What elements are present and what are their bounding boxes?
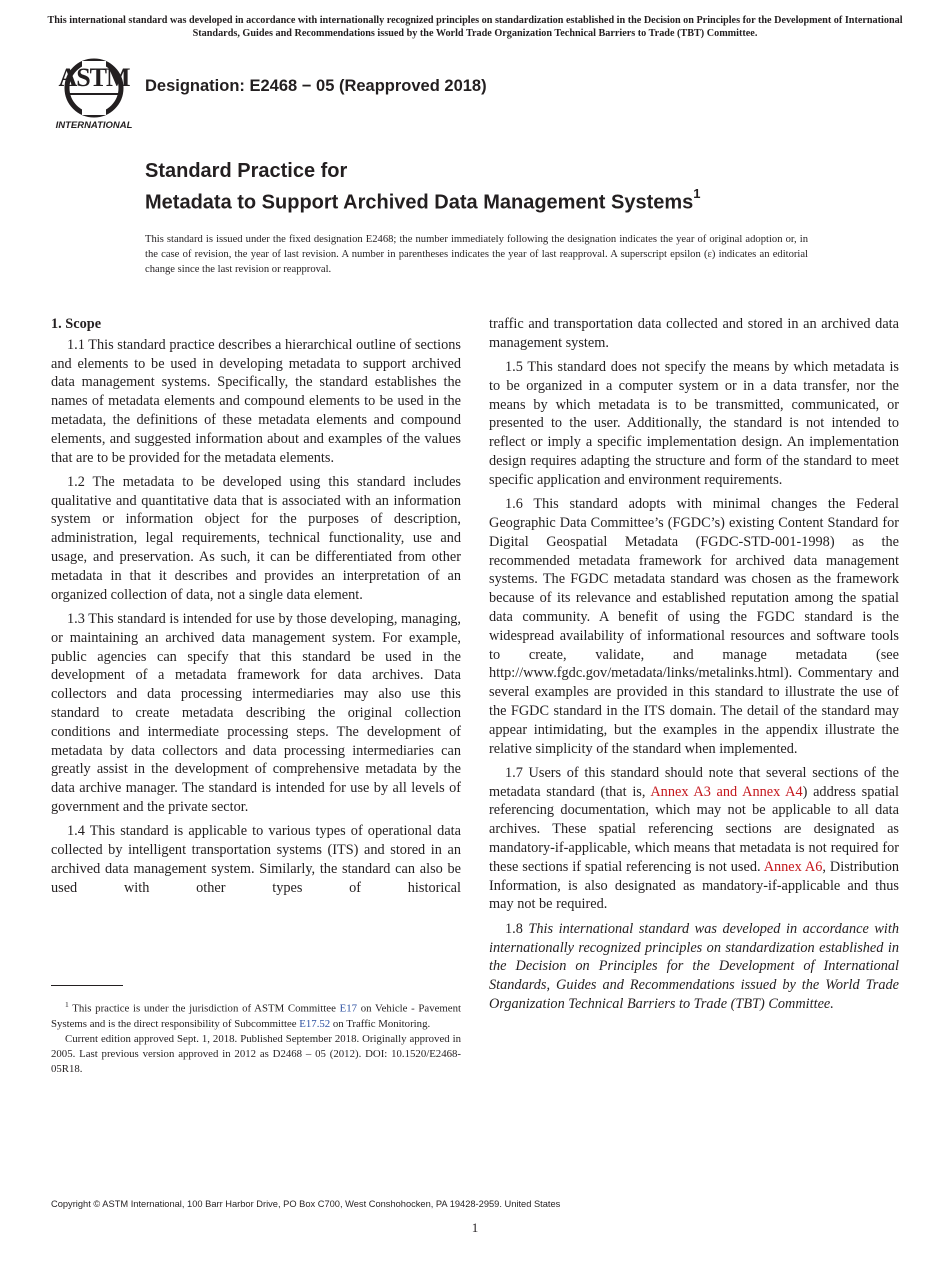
- title-footnote-mark: 1: [693, 186, 701, 201]
- paragraph-1-1: 1.1 This standard practice describes a hierarchical outline of sections and elements to be used in developing metadata to support archived data management systems. Specifically, the standard establishes the names of metadata elements and compound elements to be used in the metadata, the definitions of these metadata elements and compound elements, and suggested information about and examples of the values that are to be provided for the metadata elements.: [51, 336, 461, 466]
- paragraph-1-7-text-a: 1.7 Users of this standard should note that several sections of the metadata standard (that is,: [489, 764, 899, 800]
- paragraph-1-4-end: traffic and transportation data collected and stored in an archived data management system.: [489, 316, 899, 351]
- annex-a3-a4-link[interactable]: Annex A3 and Annex A4: [650, 783, 803, 800]
- footnote-edition: Current edition approved Sept. 1, 2018. Published September 2018. Originally approved in 2005. Last previous version approved in 2012 as D2468 – 05 (2012). DOI: 10.1520/E2468-05R18.: [51, 1032, 461, 1075]
- logo-text-international: INTERNATIONAL: [55, 120, 133, 131]
- title-line-2-text: Metadata to Support Archived Data Management Systems: [145, 191, 694, 214]
- subcommittee-e17-52-link[interactable]: E17.52: [299, 1017, 331, 1030]
- committee-e17-link[interactable]: E17: [339, 1002, 357, 1015]
- designation: Designation: E2468 − 05 (Reapproved 2018): [145, 77, 487, 95]
- section-heading-scope: 1. Scope: [51, 316, 102, 332]
- footnote-1: [51, 997, 461, 1032]
- paragraph-1-6: 1.6 This standard adopts with minimal changes the Federal Geographic Data Committee’s (FGDC’s) existing Content Standard for Digital Geospatial Metadata (FGDC-STD-001-1998) as the recommended metadata framework for archived data management systems. The FGDC metadata standard was chosen as the framework because of its relevance and established reputation among the spatial data community. A benefit of using the FGDC standard is the widespread availability of informational resources and software tools to create, validate, and manage metadata (see http://www.fgdc.gov/metadata/links/metalinks.html). Commentary and several examples are provided in this standard to illustrate the use of the FGDC standard in the ITS domain. The detail of the standard may appear intimidating, but the examples in the appendix illustrate the relative simplicity of the standard when implemented.: [489, 496, 899, 757]
- footnote-divider: [51, 985, 123, 986]
- copyright-notice: Copyright © ASTM International, 100 Barr Harbor Drive, PO Box C700, West Conshohocken, PA 19428-2959. United States: [51, 1199, 561, 1209]
- paragraph-1-7: [489, 764, 899, 914]
- footnotes: [51, 997, 461, 1077]
- paragraph-1-4-start: 1.4 This standard is applicable to various types of operational data collected by intelligent transportation systems (ITS) and stored in an archived data management system. Similarly, the standard can also be used with other types of historical: [51, 823, 461, 896]
- issued-note: This standard is issued under the fixed designation E2468; the number immediately following the designation indicates the year of original adoption or, in the case of revision, the year of last revision. A number in parentheses indicates the year of last reapproval. A superscript epsilon (ε) indicates an editorial change since the last revision or reapproval.: [145, 234, 808, 275]
- document-title: [145, 158, 905, 216]
- right-column: [489, 315, 899, 1019]
- title-line-1: Standard Practice for: [145, 160, 348, 182]
- wto-tbt-notice: This international standard was developed in accordance with internationally recognized principles on standardization established in the Decision on Principles for the Development of International Standards, Guides and Recommendations issued by the World Trade Organization Technical Barriers to Trade (TBT) Committee.: [47, 15, 903, 39]
- footnote-mark: 1: [65, 1000, 69, 1009]
- paragraph-1-7-text-c: , Distribution Information, is also designated as mandatory-if-applicable and thus may not be required.: [489, 858, 899, 913]
- title-line-2: [145, 184, 905, 216]
- footnote-1-text-a: This practice is under the jurisdiction of ASTM Committee: [68, 1002, 340, 1015]
- paragraph-1-8: [489, 920, 899, 1014]
- logo-text-astm: ASTM: [58, 63, 130, 92]
- annex-a6-link[interactable]: Annex A6: [763, 858, 823, 875]
- paragraph-1-7-text-b: ) address spatial referencing documentation, which may not be applicable to all data archives. These spatial referencing sections are designated as mandatory-if-applicable, which means that metadata is not required for these sections if spatial referencing is not used.: [489, 783, 899, 875]
- left-column: [51, 315, 461, 903]
- paragraph-1-3: 1.3 This standard is intended for use by those developing, managing, or maintaining an archived data management system. For example, public agencies can specify that this standard be used in the development of a metadata framework for data archives. Data collectors and data processing intermediaries may also use this standard to create metadata describing the original collection conditions and intermediate processing steps. The development of metadata by data collectors and data processing intermediaries can greatly assist in the development of comprehensive metadata by the data archive manager. The standard is intended for use by all levels of government and the private sector.: [51, 610, 461, 815]
- paragraph-1-8-text: This international standard was developed in accordance with internationally recognized principles on standardization established in the Decision on Principles for the Development of International Standards, Guides and Recommendations issued by the World Trade Organization Technical Barriers to Trade (TBT) Committee.: [489, 920, 899, 1012]
- paragraph-1-8-number: 1.8: [505, 920, 529, 937]
- astm-international-logo-icon: [52, 56, 136, 132]
- paragraph-1-5: 1.5 This standard does not specify the means by which metadata is to be organized in a computer system or in a data transfer, nor the means by which metadata is to be transmitted, communicated, or presented to the user. Additionally, the standard is not intended to reflect or imply a specific implementation design. An implementation design requires adapting the structure and form of the standard to meet specific application and environment requirements.: [489, 359, 899, 488]
- page-number: 1: [471, 1220, 479, 1235]
- paragraph-1-2: 1.2 The metadata to be developed using this standard includes qualitative and quantitative data that is associated with an information system or information object for the purposes of description, administration, legal requirements, technical functionality, use and usage, and preservation. As such, it can be differentiated from other metadata in that it describes and provides an interpretation of an organized collection of data, not a single data element.: [51, 473, 461, 603]
- footnote-1-text-c: on Traffic Monitoring.: [330, 1017, 431, 1030]
- footnote-1-text-b: on Vehicle - Pavement Systems and is the direct responsibility of Subcommittee: [51, 1002, 462, 1030]
